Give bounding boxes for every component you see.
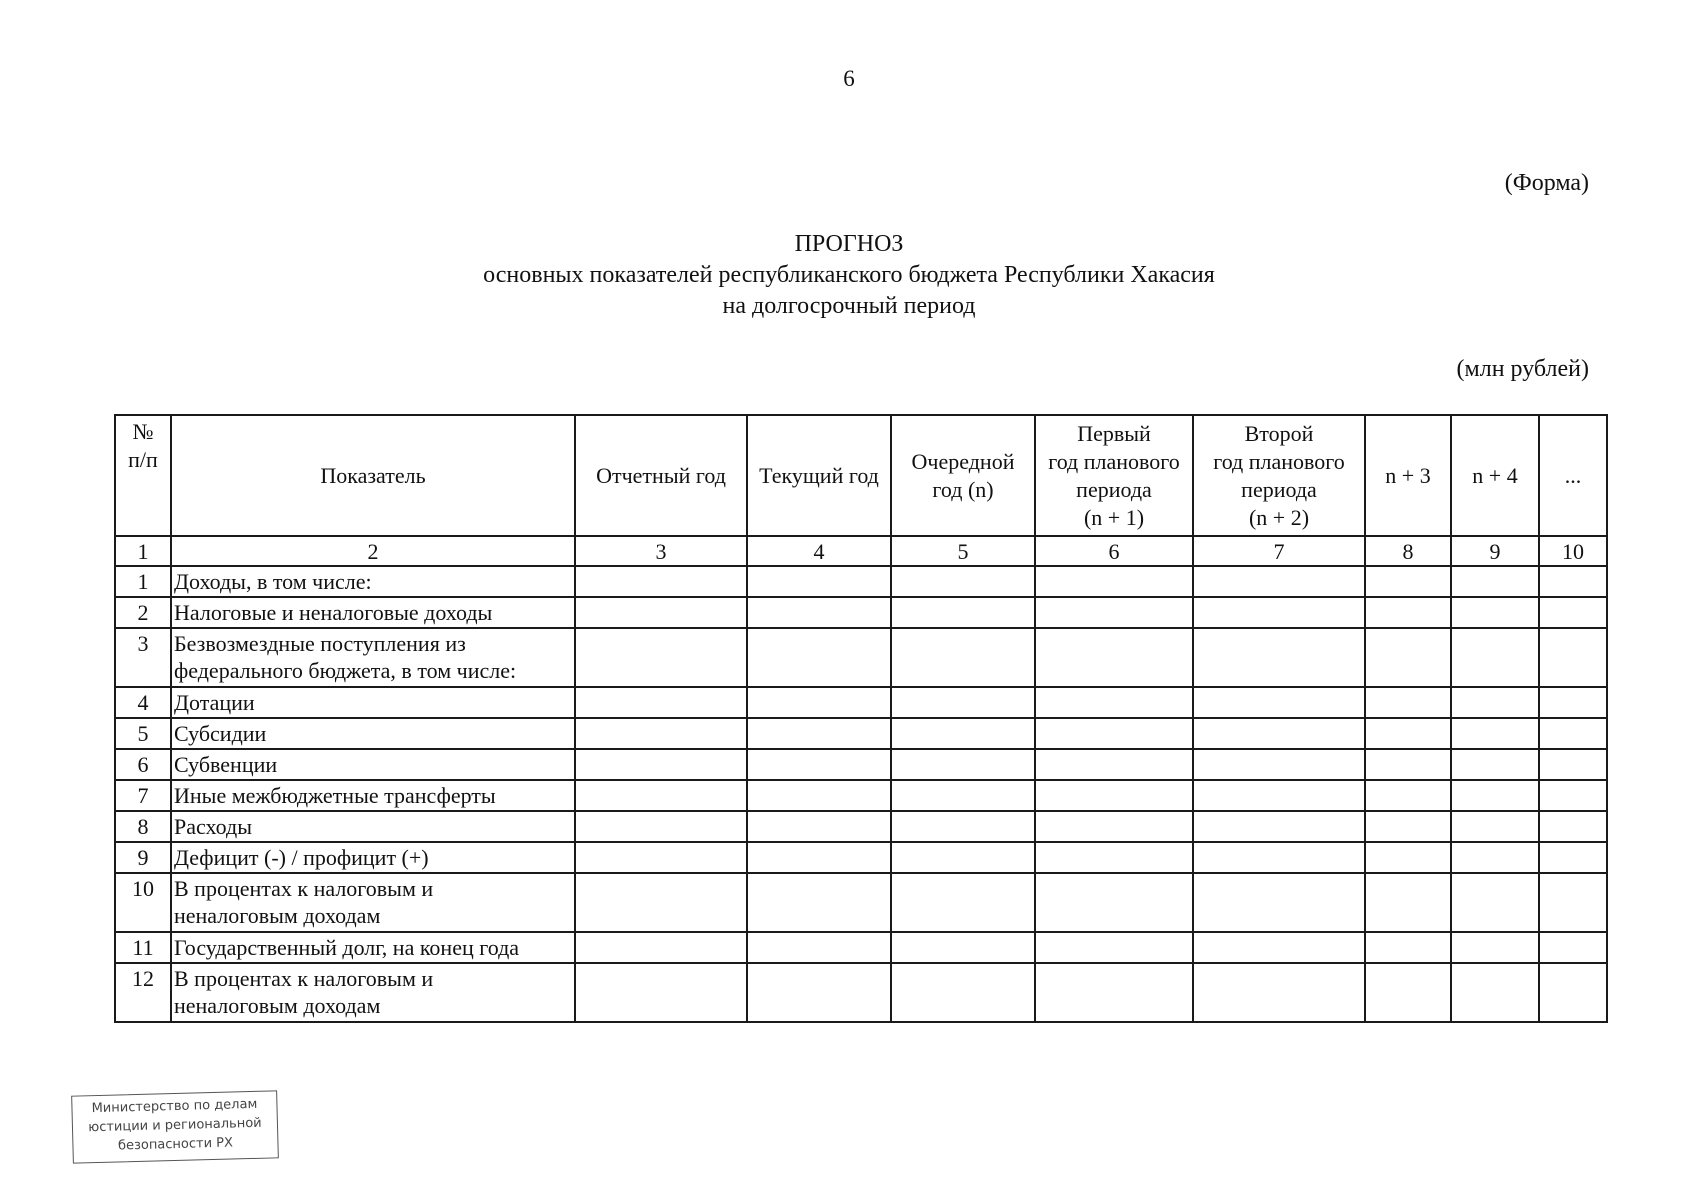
row-number: 7 — [115, 780, 171, 811]
value-cell — [1365, 811, 1451, 842]
form-label: (Форма) — [1504, 170, 1589, 196]
row-number: 11 — [115, 932, 171, 963]
value-cell — [1193, 749, 1365, 780]
row-indicator-line: неналоговым доходам — [174, 993, 381, 1018]
value-cell — [1451, 628, 1539, 687]
value-cell — [1365, 597, 1451, 628]
value-cell — [1035, 687, 1193, 718]
value-cell — [1035, 842, 1193, 873]
value-cell — [1539, 749, 1607, 780]
value-cell — [1365, 842, 1451, 873]
value-cell — [747, 566, 891, 597]
row-indicator — [171, 811, 575, 842]
header-next-year — [891, 415, 1035, 536]
row-number: 8 — [115, 811, 171, 842]
value-cell — [1451, 842, 1539, 873]
value-cell — [891, 597, 1035, 628]
row-number: 10 — [115, 873, 171, 932]
header-plan-year-1-line: Первый — [1077, 420, 1151, 446]
value-cell — [1035, 628, 1193, 687]
row-indicator — [171, 963, 575, 1022]
value-cell — [575, 749, 747, 780]
document-title — [300, 229, 1398, 322]
value-cell — [891, 566, 1035, 597]
header-plan-year-1-line: год планового — [1048, 448, 1180, 474]
value-cell — [575, 628, 747, 687]
row-indicator-line: неналоговым доходам — [174, 903, 381, 928]
value-cell — [747, 628, 891, 687]
value-cell — [1365, 718, 1451, 749]
table-row — [115, 811, 1607, 842]
value-cell — [1035, 718, 1193, 749]
column-number: 9 — [1451, 536, 1539, 566]
units-label: (млн рублей) — [1456, 356, 1589, 382]
value-cell — [891, 687, 1035, 718]
value-cell — [747, 718, 891, 749]
header-number — [115, 415, 171, 536]
value-cell — [1365, 687, 1451, 718]
row-indicator — [171, 873, 575, 932]
row-number: 9 — [115, 842, 171, 873]
value-cell — [1451, 687, 1539, 718]
table-row — [115, 749, 1607, 780]
row-indicator-line: Доходы, в том числе: — [174, 569, 372, 594]
row-number: 3 — [115, 628, 171, 687]
column-number: 3 — [575, 536, 747, 566]
row-indicator — [171, 628, 575, 687]
value-cell — [1193, 932, 1365, 963]
value-cell — [1451, 780, 1539, 811]
header-plan-year-1-line: периода — [1076, 476, 1152, 502]
value-cell — [575, 963, 747, 1022]
forecast-table — [114, 414, 1608, 1023]
value-cell — [747, 749, 891, 780]
value-cell — [1451, 873, 1539, 932]
value-cell — [1451, 597, 1539, 628]
table-row — [115, 597, 1607, 628]
header-plan-year-1 — [1035, 415, 1193, 536]
value-cell — [1451, 963, 1539, 1022]
value-cell — [1035, 811, 1193, 842]
header-next-year-line: Очередной — [911, 448, 1015, 474]
value-cell — [1539, 932, 1607, 963]
value-cell — [1035, 932, 1193, 963]
value-cell — [1539, 811, 1607, 842]
value-cell — [747, 597, 891, 628]
column-number: 7 — [1193, 536, 1365, 566]
value-cell — [575, 566, 747, 597]
value-cell — [1035, 566, 1193, 597]
ministry-stamp — [71, 1090, 279, 1163]
value-cell — [1539, 873, 1607, 932]
value-cell — [1365, 749, 1451, 780]
page-number: 6 — [843, 66, 855, 91]
value-cell — [1539, 597, 1607, 628]
header-plan-year-2-line: Второй — [1244, 420, 1314, 446]
row-indicator-line: Налоговые и неналоговые доходы — [174, 600, 493, 625]
value-cell — [1193, 718, 1365, 749]
value-cell — [1193, 873, 1365, 932]
header-row — [115, 415, 1607, 536]
column-number: 4 — [747, 536, 891, 566]
row-number: 6 — [115, 749, 171, 780]
header-number-line: п/п — [128, 447, 158, 472]
value-cell — [1539, 842, 1607, 873]
row-number: 1 — [115, 566, 171, 597]
value-cell — [891, 932, 1035, 963]
row-indicator-line: Безвозмездные поступления из — [174, 631, 466, 656]
row-number: 5 — [115, 718, 171, 749]
header-n-plus-4: n + 4 — [1451, 415, 1539, 536]
value-cell — [1193, 963, 1365, 1022]
value-cell — [747, 687, 891, 718]
stamp-line: юстиции и региональной — [88, 1115, 262, 1136]
row-indicator — [171, 566, 575, 597]
value-cell — [1365, 780, 1451, 811]
row-indicator-line: Расходы — [174, 814, 252, 839]
table-row — [115, 963, 1607, 1022]
column-number: 6 — [1035, 536, 1193, 566]
table-row — [115, 718, 1607, 749]
value-cell — [1035, 873, 1193, 932]
header-plan-year-2-line: периода — [1241, 476, 1317, 502]
header-plan-year-1-line: (n + 1) — [1083, 504, 1145, 530]
row-indicator — [171, 842, 575, 873]
row-indicator — [171, 718, 575, 749]
value-cell — [747, 780, 891, 811]
value-cell — [1365, 566, 1451, 597]
column-number: 2 — [171, 536, 575, 566]
row-indicator-line: Дотации — [174, 690, 255, 715]
header-n-plus-3: n + 3 — [1365, 415, 1451, 536]
value-cell — [575, 687, 747, 718]
value-cell — [575, 932, 747, 963]
stamp-line: Министерство по делам — [91, 1096, 258, 1117]
value-cell — [747, 842, 891, 873]
value-cell — [1193, 842, 1365, 873]
row-indicator-line: Субвенции — [174, 752, 278, 777]
column-number: 5 — [891, 536, 1035, 566]
row-indicator — [171, 749, 575, 780]
value-cell — [1193, 687, 1365, 718]
value-cell — [1451, 718, 1539, 749]
row-indicator-line: Государственный долг, на конец года — [174, 935, 520, 960]
row-indicator-line: федерального бюджета, в том числе: — [174, 658, 517, 683]
table-row — [115, 687, 1607, 718]
value-cell — [575, 597, 747, 628]
value-cell — [891, 873, 1035, 932]
row-number: 4 — [115, 687, 171, 718]
value-cell — [1365, 628, 1451, 687]
value-cell — [1451, 932, 1539, 963]
title-line-1: ПРОГНОЗ — [794, 231, 904, 257]
table-row — [115, 566, 1607, 597]
value-cell — [891, 628, 1035, 687]
value-cell — [1451, 749, 1539, 780]
row-indicator — [171, 780, 575, 811]
value-cell — [1193, 566, 1365, 597]
value-cell — [1365, 873, 1451, 932]
value-cell — [1539, 566, 1607, 597]
table-row — [115, 932, 1607, 963]
value-cell — [575, 842, 747, 873]
value-cell — [1365, 932, 1451, 963]
column-numbers-row — [115, 536, 1607, 566]
value-cell — [891, 963, 1035, 1022]
value-cell — [575, 811, 747, 842]
value-cell — [1539, 963, 1607, 1022]
value-cell — [891, 811, 1035, 842]
header-plan-year-2-line: год планового — [1213, 448, 1345, 474]
value-cell — [1193, 780, 1365, 811]
value-cell — [1193, 628, 1365, 687]
header-more: ... — [1539, 415, 1607, 536]
value-cell — [1539, 780, 1607, 811]
table-row — [115, 780, 1607, 811]
row-indicator — [171, 932, 575, 963]
row-number: 12 — [115, 963, 171, 1022]
value-cell — [891, 749, 1035, 780]
header-reporting-year: Отчетный год — [575, 415, 747, 536]
table-row — [115, 628, 1607, 687]
value-cell — [1451, 566, 1539, 597]
value-cell — [747, 963, 891, 1022]
row-number: 2 — [115, 597, 171, 628]
header-current-year: Текущий год — [747, 415, 891, 536]
value-cell — [747, 811, 891, 842]
row-indicator — [171, 597, 575, 628]
value-cell — [1365, 963, 1451, 1022]
value-cell — [1539, 628, 1607, 687]
header-indicator: Показатель — [171, 415, 575, 536]
value-cell — [1035, 780, 1193, 811]
stamp-line: безопасности РХ — [117, 1135, 234, 1154]
header-next-year-line: год (n) — [932, 476, 994, 502]
header-number-line: № — [132, 419, 154, 444]
value-cell — [575, 780, 747, 811]
row-indicator-line: Субсидии — [174, 721, 267, 746]
value-cell — [891, 780, 1035, 811]
title-line-3: на долгосрочный период — [722, 293, 976, 319]
row-indicator-line: Дефицит (-) / профицит (+) — [174, 845, 429, 870]
table-row — [115, 842, 1607, 873]
value-cell — [891, 842, 1035, 873]
value-cell — [1035, 597, 1193, 628]
value-cell — [1193, 597, 1365, 628]
row-indicator-line: Иные межбюджетные трансферты — [174, 783, 496, 808]
value-cell — [747, 932, 891, 963]
value-cell — [1193, 811, 1365, 842]
value-cell — [575, 873, 747, 932]
header-plan-year-2 — [1193, 415, 1365, 536]
value-cell — [1035, 749, 1193, 780]
value-cell — [891, 718, 1035, 749]
row-indicator — [171, 687, 575, 718]
value-cell — [1539, 718, 1607, 749]
column-number: 8 — [1365, 536, 1451, 566]
value-cell — [1539, 687, 1607, 718]
value-cell — [575, 718, 747, 749]
header-plan-year-2-line: (n + 2) — [1248, 504, 1310, 530]
value-cell — [1035, 963, 1193, 1022]
value-cell — [1451, 811, 1539, 842]
value-cell — [747, 873, 891, 932]
column-number: 10 — [1539, 536, 1607, 566]
title-line-2: основных показателей республиканского бюджета Республики Хакасия — [483, 262, 1215, 288]
row-indicator-line: В процентах к налоговым и — [174, 876, 434, 901]
row-indicator-line: В процентах к налоговым и — [174, 966, 434, 991]
table-row — [115, 873, 1607, 932]
column-number: 1 — [115, 536, 171, 566]
